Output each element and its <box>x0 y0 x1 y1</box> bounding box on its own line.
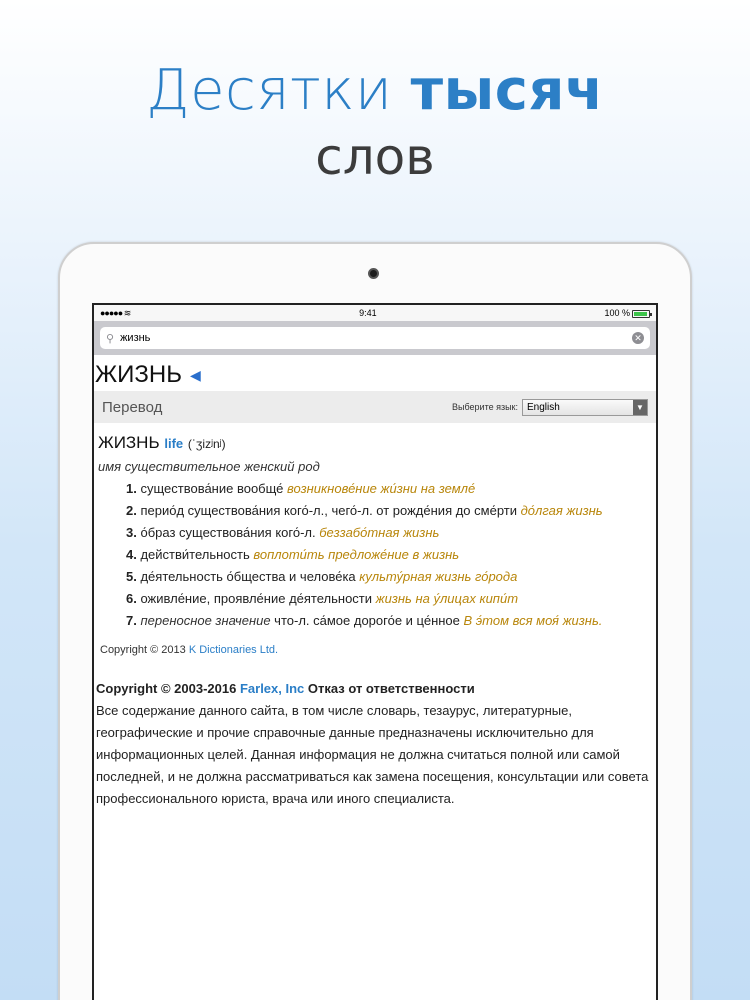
sense-number: 7. <box>126 613 137 628</box>
sense-item <box>126 610 652 632</box>
translation-title: Перевод <box>102 398 163 416</box>
sense-item <box>126 544 652 566</box>
camera-icon <box>368 268 379 279</box>
farlex-link[interactable]: Farlex, Inc <box>239 681 305 696</box>
disclaimer-body: Все содержание данного сайта, в том числе словарь, тезаурус, литературные, географические и прочие справочные данные предназначены исключительно для информационных целей. Данная информация не должна считаться полной или самой последней, и не должна рассматриваться как замена посещения, консультации или совета профессионального юриста, врача или иного специалиста. <box>96 703 649 806</box>
sense-number: 1. <box>126 481 137 496</box>
sense-item <box>126 478 652 500</box>
headline-bold: тысяч <box>410 58 604 123</box>
sense-text: де́ятельность о́бщества и челове́ка <box>140 569 360 584</box>
sense-number: 3. <box>126 525 137 540</box>
battery-icon <box>632 310 650 318</box>
part-of-speech: имя существительное женский род <box>98 459 320 474</box>
sense-item <box>126 566 652 588</box>
entry-header <box>98 433 652 453</box>
search-value[interactable]: жизнь <box>120 332 151 344</box>
language-selected: English <box>527 401 560 413</box>
entry-english[interactable]: life <box>164 436 184 451</box>
search-input[interactable] <box>100 327 650 349</box>
sense-number: 4. <box>126 547 137 562</box>
chevron-down-icon[interactable]: ▼ <box>633 400 647 415</box>
app-screen <box>92 303 658 1000</box>
sense-item <box>126 522 652 544</box>
farlex-prefix: Copyright © 2003-2016 <box>96 681 240 696</box>
entry-pronunciation: (ˈʒizʲnʲ) <box>187 437 226 451</box>
dictionary-entry <box>94 423 656 656</box>
sense-example: возникнове́ние жи́зни на земле́ <box>287 481 476 496</box>
sense-list <box>98 478 652 632</box>
signal-indicator <box>100 308 131 319</box>
disclaimer-link[interactable]: Отказ от ответственности <box>304 681 475 696</box>
sense-text: действи́тельность <box>140 547 254 562</box>
sense-text: существова́ние вообще́ <box>140 481 288 496</box>
battery-indicator <box>604 308 650 318</box>
language-picker <box>452 399 648 416</box>
sense-number: 6. <box>126 591 137 606</box>
search-bar <box>94 321 656 355</box>
translation-bar <box>94 391 656 423</box>
headword-text: ЖИЗНЬ <box>95 361 182 388</box>
page-title <box>94 355 656 389</box>
entry-word: ЖИЗНЬ <box>98 433 160 452</box>
sense-example: до́лгая жизнь <box>520 503 603 518</box>
sense-item <box>126 500 652 522</box>
sense-number: 2. <box>126 503 137 518</box>
status-bar <box>94 305 656 321</box>
battery-fill <box>634 312 647 316</box>
language-select[interactable] <box>522 399 648 416</box>
sense-example: беззабо́тная жизнь <box>319 525 440 540</box>
sense-example: культу́рная жизнь го́рода <box>359 569 518 584</box>
sense-text: оживле́ние, проявле́ние де́ятельности <box>140 591 376 606</box>
battery-text: 100 % <box>604 308 630 318</box>
kdictionaries-link[interactable]: K Dictionaries Ltd. <box>188 644 279 656</box>
sense-example: воплоти́ть предложе́ние в жизнь <box>253 547 460 562</box>
sense-text: перио́д существова́ния кого́-л., чего́-л. от рожде́ния до сме́рти <box>140 503 521 518</box>
sense-example: В э́том вся моя́ жизнь. <box>463 613 603 628</box>
signal-dots: ●●●●● <box>100 307 124 318</box>
sense-item <box>126 588 652 610</box>
battery-tip <box>650 313 652 316</box>
headline-line-1 <box>0 58 750 123</box>
sense-text: о́браз существова́ния кого́-л. <box>140 525 320 540</box>
sense-example: жизнь на у́лицах кипи́т <box>375 591 519 606</box>
search-icon: ⚲ <box>106 332 115 345</box>
farlex-disclaimer <box>94 656 656 810</box>
clear-icon[interactable]: ✕ <box>632 332 644 344</box>
headline-part1: Десятки <box>146 58 411 123</box>
sense-number: 5. <box>126 569 137 584</box>
entry-copyright-prefix: Copyright © 2013 <box>100 644 189 656</box>
wifi-icon: ≋ <box>123 307 132 318</box>
sense-text: что-л. са́мое дорого́е и це́нное <box>270 613 464 628</box>
speaker-icon[interactable]: ◀ <box>190 366 201 383</box>
entry-copyright <box>98 644 652 656</box>
language-label: Выберите язык: <box>452 402 518 412</box>
status-time: 9:41 <box>359 308 377 318</box>
sense-label: переносное значение <box>140 613 271 628</box>
headline-line-2: слов <box>315 128 435 186</box>
